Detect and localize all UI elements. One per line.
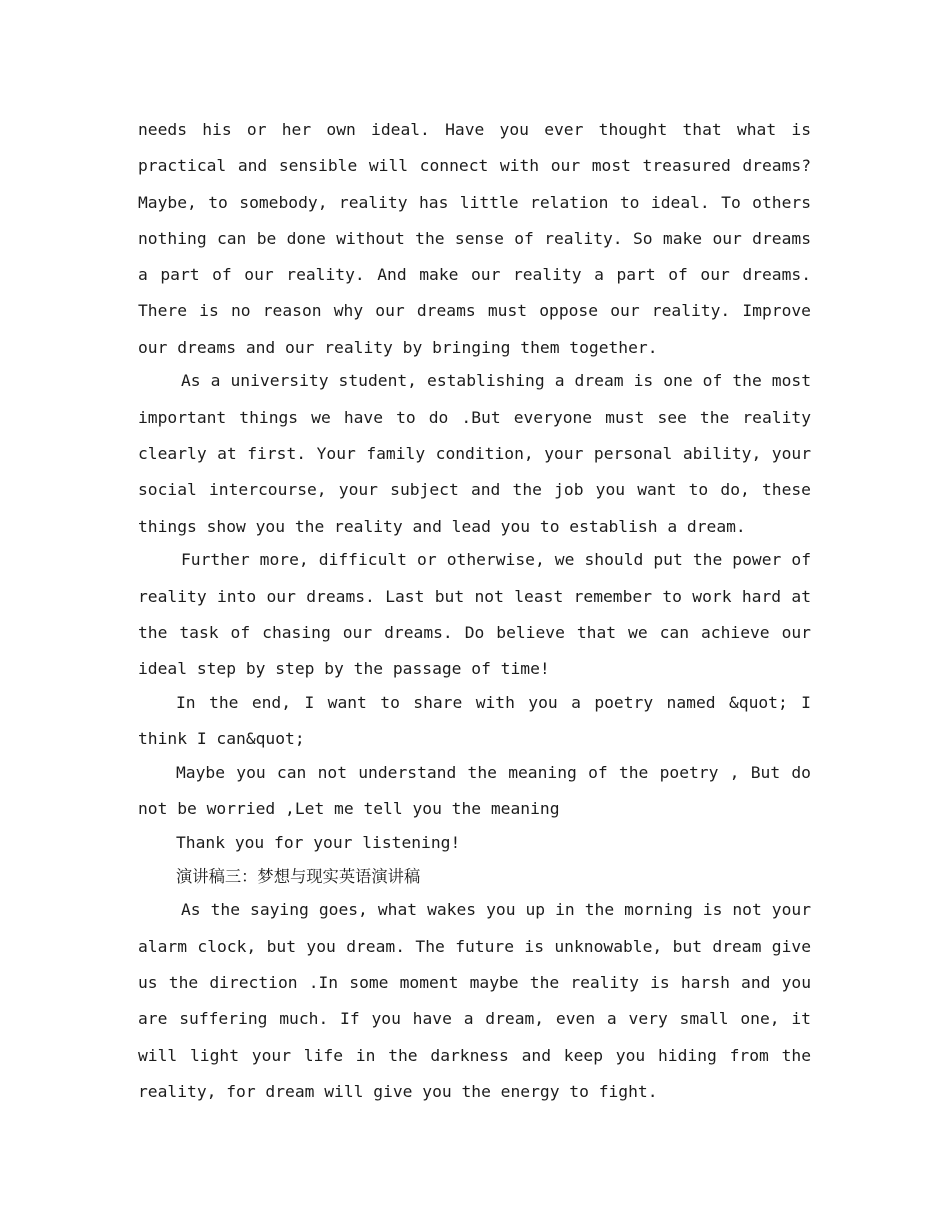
- paragraph-poetry-meaning: Maybe you can not understand the meaning of the poetry , But do not be worried ,Let me tell you the meaning: [138, 762, 811, 819]
- paragraph-poetry-intro: In the end, I want to share with you a poetry named &quot; I think I can&quot;: [138, 692, 811, 749]
- paragraph-thanks: Thank you for your listening!: [176, 832, 461, 852]
- paragraph-university-student: As a university student, establishing a dream is one of the most important things we have to do .But everyone must see the reality clearly at first. Your family condition, your personal ability, your social intercourse, your subject and the job you want to do, these things show you the reality and lead you to establish a dream.: [138, 371, 811, 536]
- document-page: [138, 112, 811, 1108]
- paragraph-further-more: Further more, difficult or otherwise, we should put the power of reality into our dreams. Last but not least remember to work hard at the task of chasing our dreams. Do believe that we can achieve our ideal step by step by the passage of time!: [138, 550, 811, 679]
- paragraph-saying-goes: As the saying goes, what wakes you up in the morning is not your alarm clock, but you dream. The future is unknowable, but dream give us the direction .In some moment maybe the reality is harsh and you are suffering much. If you have a dream, even a very small one, it will light your life in the darkness and keep you hiding from the reality, for dream will give you the energy to fight.: [138, 900, 811, 1101]
- paragraph-ideal-and-reality: needs his or her own ideal. Have you ever thought that what is practical and sensible will connect with our most treasured dreams? Maybe, to somebody, reality has little relation to ideal. To others nothing can be done without the sense of reality. So make our dreams a part of our reality. And make our reality a part of our dreams. There is no reason why our dreams must oppose our reality. Improve our dreams and our reality by bringing them together.: [138, 120, 811, 357]
- section-heading: 演讲稿三：梦想与现实英语演讲稿: [176, 866, 421, 886]
